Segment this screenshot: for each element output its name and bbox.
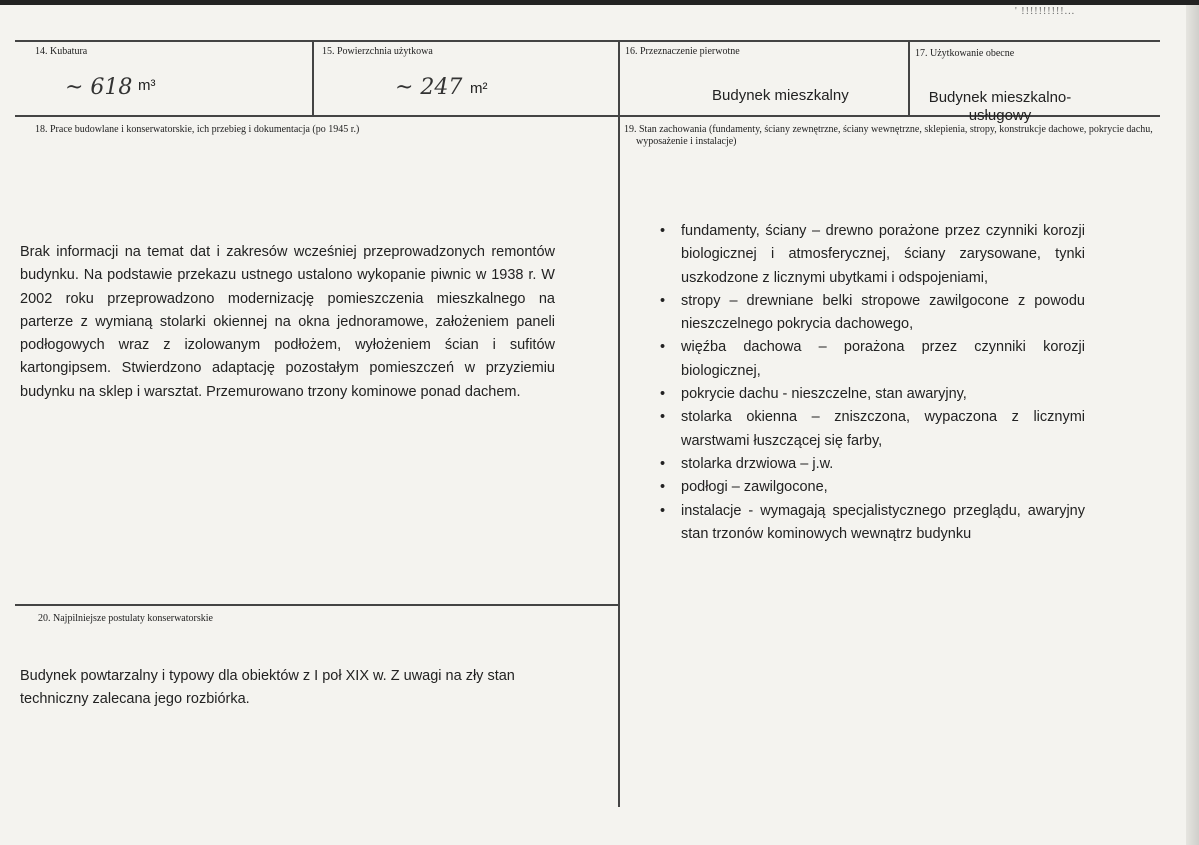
scan-edge: [0, 0, 1199, 5]
list-item: • stolarka okienna – zniszczona, wypaczona z licznymi warstwami łuszczącej się farby,: [660, 406, 1085, 453]
field-18-label: 18. Prace budowlane i konserwatorskie, ich przebieg i dokumentacja (po 1945 r.): [35, 124, 360, 135]
field-19-list: [660, 220, 1085, 546]
divider: [15, 40, 1160, 42]
list-item: • fundamenty, ściany – drewno porażone przez czynniki korozji biologicznej i atmosferycznej, ściany zarysowane, tynki uszkodzone z licznymi ubytkami i odspojeniami,: [660, 220, 1085, 290]
list-item: • pokrycie dachu - nieszczelne, stan awaryjny,: [660, 383, 1085, 406]
divider: [312, 40, 314, 116]
field-16-label: 16. Przeznaczenie pierwotne: [625, 46, 740, 57]
field-20-label: 20. Najpilniejsze postulaty konserwatorskie: [38, 613, 213, 624]
field-16-value: Budynek mieszkalny: [712, 87, 849, 104]
list-item: • więźba dachowa – porażona przez czynniki korozji biologicznej,: [660, 336, 1085, 383]
field-17-value: Budynek mieszkalno-usługowy: [928, 89, 1072, 124]
field-15-label: 15. Powierzchnia użytkowa: [322, 46, 433, 57]
field-15-unit: m²: [470, 80, 488, 97]
field-14-label: 14. Kubatura: [35, 46, 88, 57]
list-item: • instalacje - wymagają specjalistycznego przeglądu, awaryjny stan trzonów kominowych wewnątrz budynku: [660, 500, 1085, 547]
divider: [908, 40, 910, 116]
page-edge: [1186, 5, 1199, 845]
divider: [618, 40, 620, 807]
field-18-text: Brak informacji na temat dat i zakresów wcześniej przeprowadzonych remontów budynku. Na podstawie przekazu ustnego ustalono wykopanie piwnic w 1938 r. W 2002 roku przeprowadzono modernizację pomieszczenia mieszkalnego na parterze z wymianą stolarki okiennej na okna jednoramowe, założeniem paneli podłogowych wraz z izolowanym podłożem, wyłożeniem ścian i sufitów kartongipsem. Stwierdzono adaptację pozostałym pomieszczeń w przyziemiu budynku na sklep i warsztat. Przemurowano trzony kominowe ponad dachem.: [20, 244, 555, 400]
field-17-label: 17. Użytkowanie obecne: [915, 48, 1015, 59]
field-20-text: Budynek powtarzalny i typowy dla obiektów z I poł XIX w. Z uwagi na zły stan techniczny zalecana jego rozbiórka.: [20, 668, 515, 708]
field-19-label: 19. Stan zachowania (fundamenty, ściany zewnętrzne, ściany wewnętrzne, sklepienia, stropy, konstrukcje dachowe, pokrycie dachu, wyposażenie i instalacje): [624, 124, 1153, 147]
field-15-value: ~ 247: [395, 75, 463, 100]
list-item: • stropy – drewniane belki stropowe zawilgocone z powodu nieszczelnego pokrycia dachowego,: [660, 290, 1085, 337]
divider: [15, 604, 619, 606]
field-14-value: ~ 618: [65, 75, 133, 100]
list-item: • stolarka drzwiowa – j.w.: [660, 453, 1085, 476]
stamp-marks: ' !!!!!!!!!!...: [1015, 6, 1076, 17]
list-item: • podłogi – zawilgocone,: [660, 476, 1085, 499]
field-14-unit: m³: [138, 77, 156, 94]
